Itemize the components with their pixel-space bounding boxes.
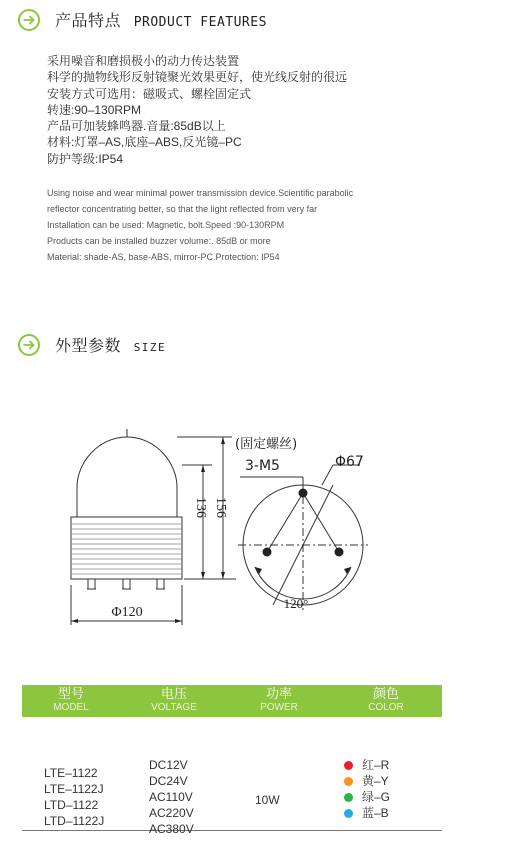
color-dot-icon [344, 809, 353, 818]
voltage-item: AC110V [149, 790, 193, 804]
size-heading [18, 333, 166, 356]
size-heading-en: SIZE [133, 341, 167, 354]
feature-line-cn: 采用噪音和磨损极小的动力传达装置 [47, 54, 240, 68]
header-voltage: 电压 VOLTAGE [151, 686, 197, 713]
color-item [344, 773, 390, 789]
voltage-item: AC220V [149, 806, 194, 820]
feature-line-en: Products can be installed buzzer volume:. 85dB or more [47, 236, 271, 246]
model-item: LTD–1122 [44, 798, 99, 812]
dim-body-height-label: 136 [193, 497, 208, 518]
voltage-item: DC12V [149, 758, 188, 772]
color-item [344, 789, 390, 805]
dome-outline [77, 437, 177, 517]
bolts [87, 579, 165, 589]
size-heading-cn: 外型参数 [55, 336, 122, 355]
feature-line-cn: 科学的抛物线形反射镜聚光效果更好，使光线反射的很远 [47, 70, 348, 85]
model-item: LTD–1122J [44, 814, 105, 828]
voltage-column [149, 757, 194, 837]
color-label: 红–R [362, 758, 390, 772]
arrow-right-circle-icon [18, 9, 40, 31]
model-item: LTE–1122 [44, 766, 98, 780]
feature-line-cn: 防护等级:IP54 [47, 151, 124, 166]
feature-line-en: Using noise and wear minimal power transmission device.Scientific parabolic [47, 188, 354, 198]
model-item: LTE–1122J [44, 782, 104, 796]
voltage-item: AC380V [149, 822, 194, 836]
feature-line-cn: 材料:灯罩–AS,底座–ABS,反光镜–PC [47, 135, 242, 150]
power-value: 10W [255, 793, 280, 807]
color-item [344, 805, 390, 821]
feature-line-cn: 安装方式可选用：磁吸式、螺栓固定式 [47, 86, 252, 101]
angle-label: 120° [283, 596, 309, 611]
header-model: 型号 MODEL [53, 686, 89, 713]
features-heading [18, 8, 267, 31]
features-heading-cn: 产品特点 [55, 11, 122, 30]
arrow-right-circle-icon [18, 334, 40, 356]
header-color: 颜色 COLOR [368, 686, 404, 713]
feature-line-en: Installation can be used: Magnetic, bolt.Speed :90-130RPM [47, 220, 285, 230]
model-column [44, 765, 104, 829]
feature-line-en: reflector concentrating better, so that the light reflected from very far [47, 204, 318, 214]
pcd-label: Φ67 [335, 454, 364, 470]
features-cn-list [47, 53, 347, 167]
base-body [71, 517, 182, 579]
feature-line-cn: 产品可加装蜂鸣器.音量:85dB以上 [47, 119, 226, 134]
color-label: 蓝–B [362, 806, 389, 820]
features-heading-en: PRODUCT FEATURES [133, 15, 267, 30]
dimension-drawing [60, 425, 390, 635]
feature-line-en: Material: shade-AS, base-ABS, mirror-PC.Protection: IP54 [47, 252, 280, 262]
features-en-list [47, 185, 353, 265]
dim-width-label: Φ120 [111, 605, 143, 620]
dim-total-height-label: 156 [213, 497, 228, 518]
color-label: 黄–Y [362, 774, 389, 788]
color-item [344, 757, 390, 773]
fix-screw-label: (固定螺丝) [235, 437, 298, 452]
spec-table [22, 685, 442, 836]
table-header [22, 685, 442, 717]
color-dot-icon [344, 761, 353, 770]
color-dot-icon [344, 793, 353, 802]
color-label: 绿–G [362, 790, 391, 804]
header-power: 功率 POWER [260, 686, 298, 713]
color-column [344, 757, 390, 821]
color-dot-icon [344, 777, 353, 786]
screw-label: 3-M5 [245, 458, 280, 474]
feature-line-cn: 转速:90–130RPM [47, 102, 142, 117]
table-body [22, 717, 442, 836]
voltage-item: DC24V [149, 774, 188, 788]
